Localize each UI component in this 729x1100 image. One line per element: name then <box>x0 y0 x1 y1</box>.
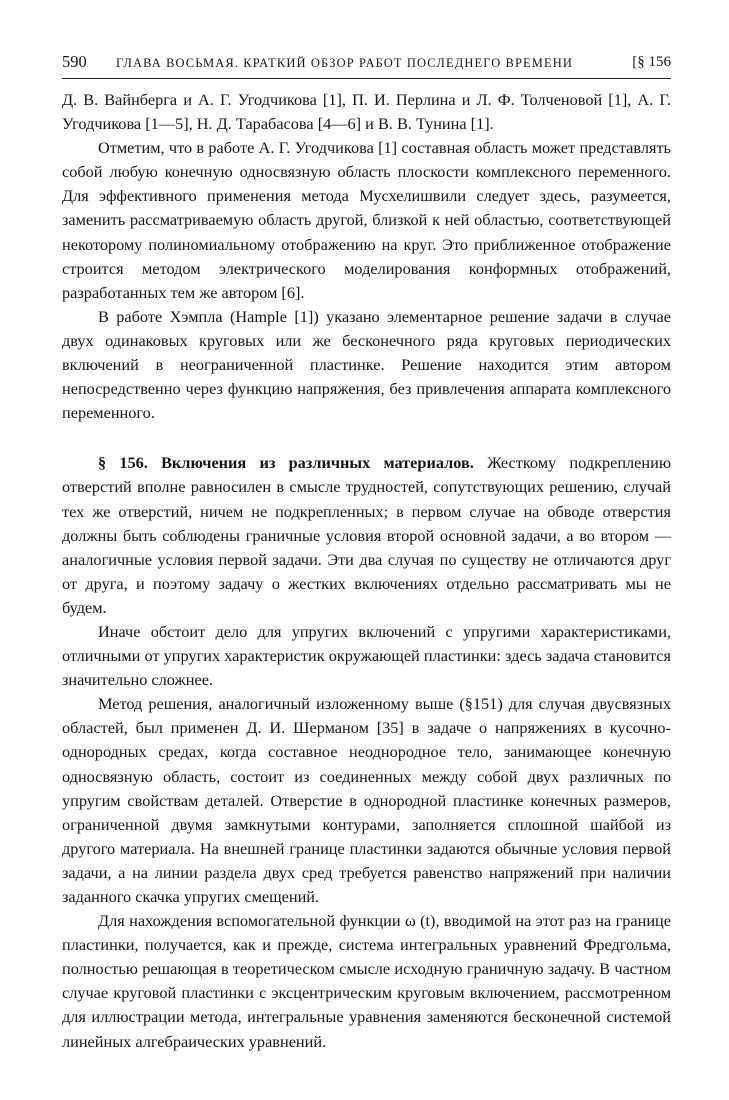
page-number: 590 <box>62 52 87 71</box>
running-title: ГЛАВА ВОСЬМАЯ. КРАТКИЙ ОБЗОР РАБОТ ПОСЛЕДНЕГО ВРЕМЕНИ <box>116 56 573 70</box>
section-156-paragraph <box>62 451 671 620</box>
running-header <box>62 50 671 79</box>
section-body: Жесткому подкреплению отверстий вполне равносилен в смысле трудностей, сопутствующих решению, случай тех же отверстий, ничем не подкрепленных; в первом случае на обводе отверстия должны быть соблюдены граничные условия второй основной задачи, а во втором — аналогичные условия первой задачи. Эти два случая по существу не отличаются друг от друга, и поэтому задачу о жестких включениях отдельно рассматривать мы не будем. <box>62 453 672 617</box>
paragraph: Для нахождения вспомогательной функции ω (t), вводимой на этот раз на границе пластинки, получается, как и прежде, система интегральных уравнений Фредгольма, полностью решающая в теоретическом смысле исходную граничную задачу. В частном случае круговой пластинки с эксцентрическим круговым включением, рассмотренном для иллюстрации метода, интегральные уравнения заменяются бесконечной системой линейных алгебраических уравнений. <box>62 911 671 1051</box>
book-page <box>62 50 671 1054</box>
body-text <box>62 88 671 1054</box>
paragraph: Иначе обстоит дело для упругих включений с упругими характеристиками, отличными от упругих характеристик окружающей пластинки: здесь задача становится значительно сложнее. <box>62 621 671 690</box>
paragraph: Отметим, что в работе А. Г. Угодчикова [1] составная область может представлять собой любую конечную односвязную область плоскости комплексного переменного. Для эффективного применения метода Мусхелишвили следует здесь, разумеется, заменить рассматриваемую область другой, близкой к ней областью, соответствующей некоторому полиномиальному отображению на круг. Это приближенное отображение строится методом электрического моделирования конформных отображений, разработанных тем же автором [6]. <box>62 138 671 302</box>
section-reference: [§ 156 <box>632 54 671 70</box>
paragraph: Метод решения, аналогичный изложенному выше (§151) для случая двусвязных областей, был применен Д. И. Шерманом [35] в задаче о напряжениях в кусочно-однородных средах, когда составное неоднородное тело, занимающее конечную односвязную область, состоит из соединенных между собой двух различных по упругим свойствам деталей. Отверстие в однородной пластинке конечных размеров, ограниченной двумя замкнутыми контурами, заполняется сплошной шайбой из другого материала. На внешней границе пластинки задаются обычные условия первой задачи, а на линии раздела двух сред требуется равенство напряжений при наличии заданного скачка упругих смещений. <box>62 694 671 906</box>
paragraph-continuation: Д. В. Вайнберга и А. Г. Угодчикова [1], П. И. Перлина и Л. Ф. Толченовой [1], А. Г. Угодчикова [1—5], Н. Д. Тарабасова [4—6] и В. В. Тунина [1]. <box>62 90 671 134</box>
paragraph: В работе Хэмпла (Hample [1]) указано элементарное решение задачи в случае двух одинаковых круговых или же бесконечного ряда круговых периодических включений в неограниченной пластинке. Решение находится этим автором непосредственно через функцию напряжения, без привлечения аппарата комплексного переменного. <box>62 306 671 423</box>
section-heading: § 156. Включения из различных материалов. <box>98 453 474 473</box>
